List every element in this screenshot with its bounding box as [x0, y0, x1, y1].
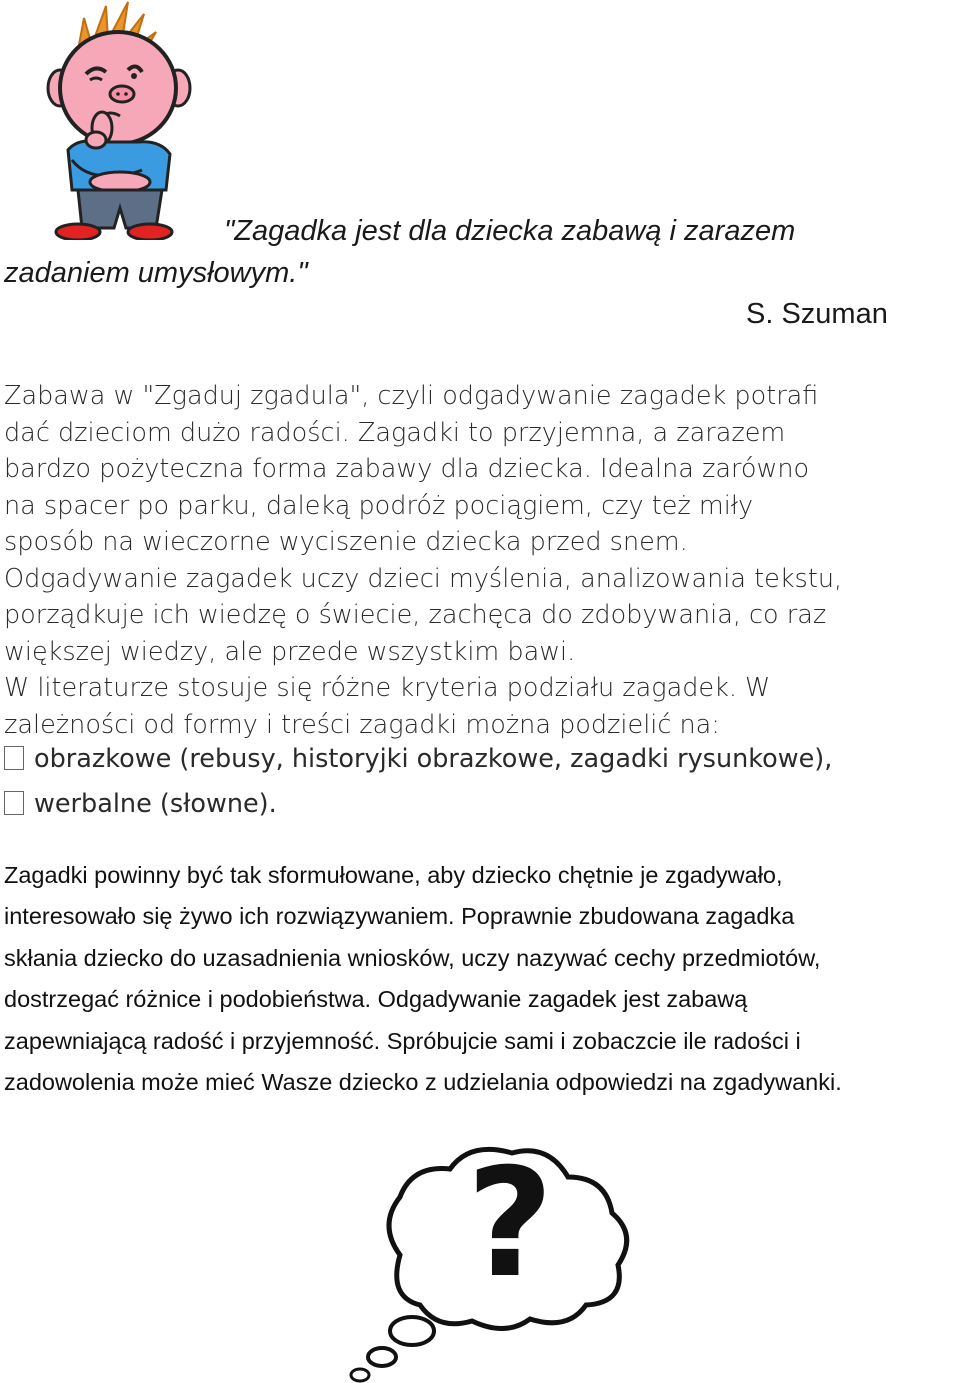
bullet-text: obrazkowe (rebusy, historyjki obrazkowe, zagadki rysunkowe),	[34, 744, 833, 774]
intro-line: na spacer po parku, daleką podróż pociągiem, czy też miły	[4, 490, 754, 521]
paragraph-line: skłania dziecko do uzasadnienia wniosków, uczy nazywać cechy przedmiotów,	[4, 944, 821, 971]
intro-line: porządkuje ich wiedzę o świecie, zachęca do zdobywania, co raz	[4, 600, 827, 630]
body-paragraph	[4, 855, 960, 1103]
paragraph-line: Zagadki powinny być tak sformułowane, aby dziecko chętnie je zgadywało,	[4, 862, 783, 888]
paragraph-line: zadowolenia może mieć Wasze dziecko z udzielania odpowiedzi na zgadywanki.	[4, 1069, 842, 1096]
bullet-text: werbalne (słowne).	[34, 789, 277, 819]
question-mark-glyph: ?	[466, 1137, 554, 1311]
intro-line: W literaturze stosuje się różne kryteria podziału zagadek. W	[4, 673, 771, 703]
intro-line: większej wiedzy, ale przede wszystkim bawi.	[4, 636, 576, 667]
bullet-box-icon	[4, 746, 24, 770]
intro-line: dać dzieciom dużo radości. Zagadki to przyjemna, a zarazem	[4, 417, 786, 448]
intro-line: sposób na wieczorne wyciszenie dziecka przed snem.	[4, 527, 688, 557]
bullet-box-icon	[4, 791, 24, 815]
quote-author: S. Szuman	[746, 298, 888, 330]
paragraph-line: dostrzegać różnice i podobieństwa. Odgadywanie zagadek jest zabawą	[4, 986, 748, 1013]
intro-line: Zabawa w "Zgaduj zgadula", czyli odgadywanie zagadek potrafi	[4, 381, 819, 411]
paragraph-line: zapewniającą radość i przyjemność. Spróbujcie sami i zobaczcie ile radości i	[4, 1027, 801, 1054]
quote-line-1: "Zagadka jest dla dziecka zabawą i zarazem	[224, 215, 796, 247]
bullet-item	[4, 741, 832, 777]
thinking-boy-illustration	[38, 0, 198, 240]
intro-paragraph	[4, 378, 956, 743]
intro-line: zależności od formy i treści zagadki można podzielić na:	[4, 709, 720, 740]
thought-cloud-question-icon	[300, 1135, 660, 1383]
bullet-item	[4, 786, 277, 822]
paragraph-line: interesowało się żywo ich rozwiązywaniem. Poprawnie zbudowana zagadka	[4, 903, 795, 930]
intro-line: bardzo pożyteczna forma zabawy dla dziecka. Idealna zarówno	[4, 454, 810, 484]
intro-line: Odgadywanie zagadek uczy dzieci myślenia, analizowania tekstu,	[4, 563, 843, 594]
quote-line-2: zadaniem umysłowym."	[4, 257, 308, 289]
